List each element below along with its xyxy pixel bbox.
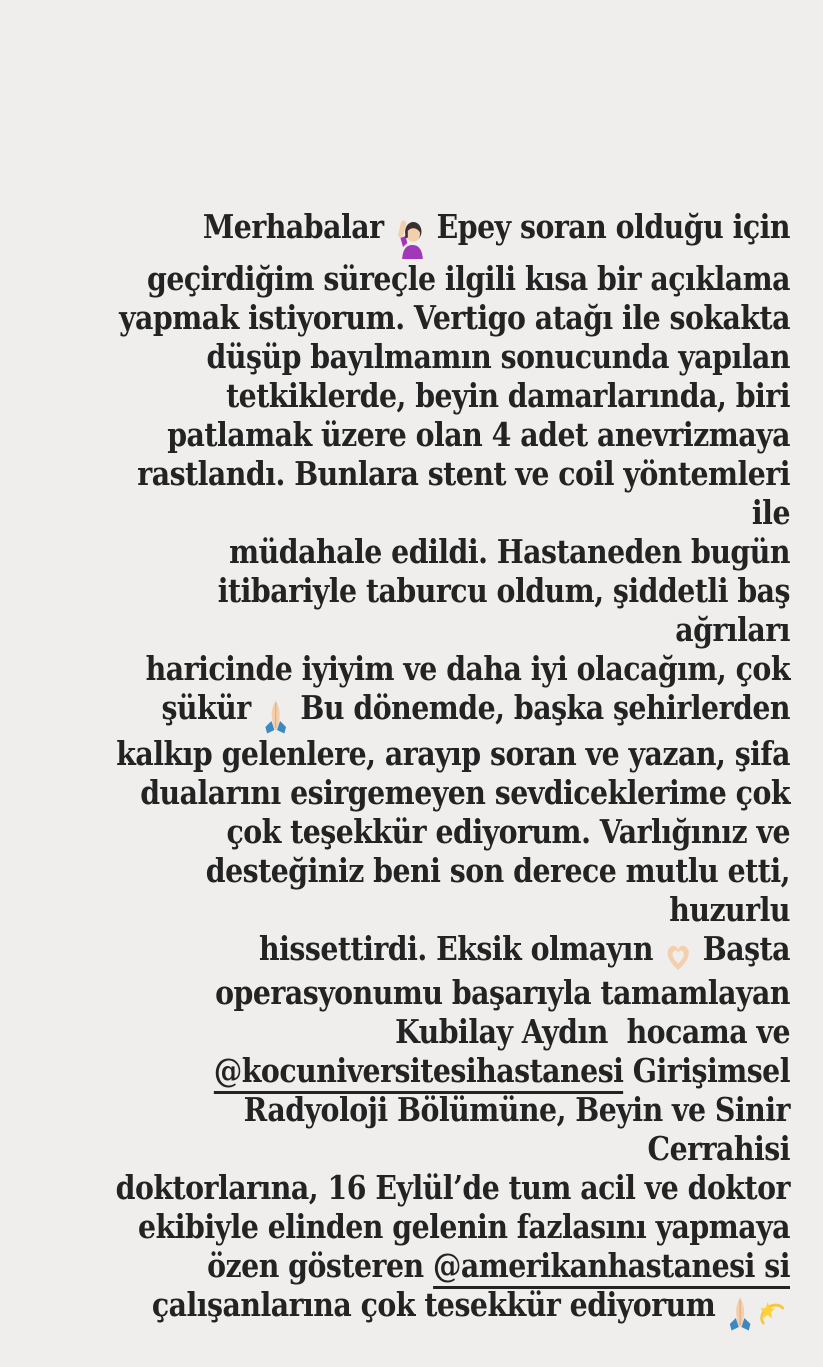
story-line: geçirdiğim süreçle ilgili kısa bir açıklama (147, 259, 790, 298)
story-line: desteğiniz beni son derece mutlu etti, huzurlu (205, 851, 800, 929)
line-text: Girişimsel (623, 1051, 790, 1090)
story-line: düşüp bayılmamın sonucunda yapılan (206, 337, 791, 376)
story-line: müdahale edildi. Hastaneden bugün (229, 532, 790, 571)
dizzy-emoji (756, 1295, 790, 1333)
story-line: tetkiklerde, beyin damarlarında, biri (226, 376, 790, 415)
woman-raising-hand-emoji (393, 219, 427, 259)
story-line (111, 929, 790, 973)
mention-kocuniversitesihastanesi[interactable]: @kocuniversitesihastanesi (214, 1051, 624, 1094)
story-line (111, 1246, 790, 1285)
story-line (111, 1051, 790, 1090)
story-line: yapmak istiyorum. Vertigo atağı ile sokakta (119, 298, 790, 337)
line-text: çalışanlarına çok tesekkür ediyorum (151, 1285, 725, 1324)
story-line: kalkıp gelenlere, arayıp soran ve yazan, şifa (116, 734, 791, 773)
line-text: Merhabalar (202, 207, 393, 246)
story-line: Kubilay Aydın hocama ve (395, 1012, 790, 1051)
mention-amerikanhastanesi[interactable]: @amerikanhastanesi si (433, 1246, 790, 1289)
story-line: doktorlarına, 16 Eylül’de tum acil ve doktor (115, 1168, 790, 1207)
story-line: Radyoloji Bölümüne, Beyin ve Sinir Cerrahisi (243, 1090, 800, 1168)
line-text: özen gösteren (207, 1246, 433, 1285)
story-line: operasyonumu başarıyla tamamlayan (215, 973, 790, 1012)
line-text: şükür (161, 688, 261, 727)
folded-hands-emoji (260, 698, 291, 734)
line-text: hissettirdi. Eksik olmayın (259, 929, 663, 968)
folded-hands-emoji (725, 1295, 756, 1331)
story-line (111, 1285, 790, 1333)
heart-hands-emoji (662, 939, 693, 973)
story-line: ekibiyle elinden gelenin fazlasını yapmaya (138, 1207, 790, 1246)
story-line (111, 207, 790, 259)
story-line: dualarını esirgemeyen sevdiceklerime çok (140, 773, 791, 812)
line-text: Başta (693, 929, 790, 968)
story-line: patlamak üzere olan 4 adet anevrizmaya (167, 415, 790, 454)
story-text-block (111, 207, 800, 1333)
line-text: Bu dönemde, başka şehirlerden (291, 688, 790, 727)
story-line (111, 688, 790, 734)
story-line: itibariyle taburcu oldum, şiddetli baş ağrıları (217, 571, 800, 649)
story-line: rastlandı. Bunlara stent ve coil yöntemleri ile (137, 454, 800, 532)
story-line: haricinde iyiyim ve daha iyi olacağım, çok (145, 649, 791, 688)
line-text: Epey soran olduğu için (427, 207, 790, 246)
story-line: çok teşekkür ediyorum. Varlığınız ve (226, 812, 790, 851)
